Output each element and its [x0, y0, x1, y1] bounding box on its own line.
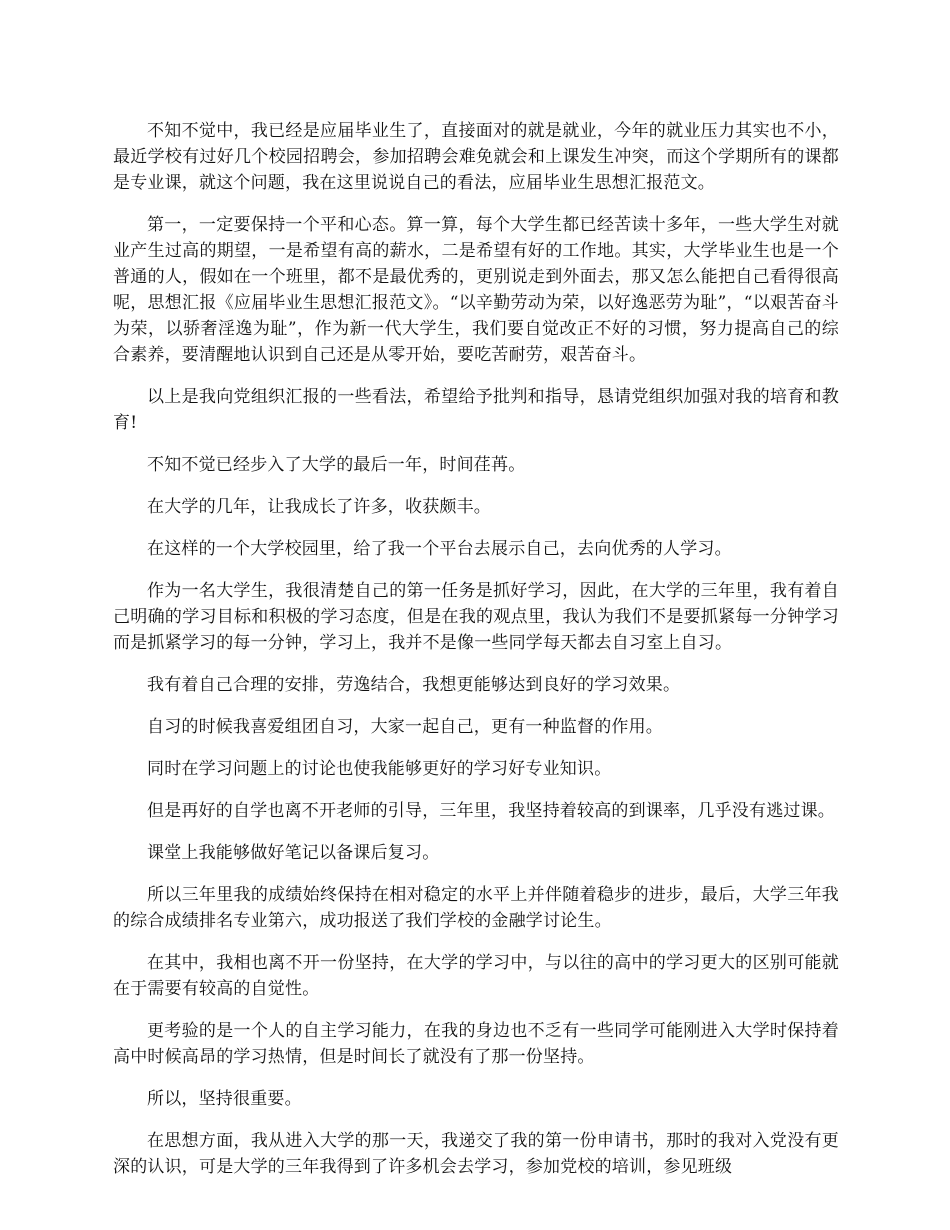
- document-page: [113, 118, 839, 1196]
- paragraph: 自习的时候我喜爱组团自习，大家一起自己，更有一种监督的作用。: [147, 717, 663, 737]
- paragraph: 在大学的几年，让我成长了许多，收获颇丰。: [147, 497, 491, 517]
- paragraph: 在其中，我相也离不开一份坚持，在大学的学习中，与以往的高中的学习更大的区别可能就在于需要有较高的自觉性。: [113, 953, 839, 999]
- paragraph: 以上是我向党组织汇报的一些看法，希望给予批判和指导，恳请党组织加强对我的培育和教育!: [113, 387, 839, 433]
- paragraph: 更考验的是一个人的自主学习能力，在我的身边也不乏有一些同学可能刚进入大学时保持着高中时候高昂的学习热情，但是时间长了就没有了那一份坚持。: [113, 1021, 839, 1067]
- paragraph: 课堂上我能够做好笔记以备课后复习。: [147, 843, 440, 863]
- paragraph: 但是再好的自学也离不开老师的引导，三年里，我坚持着较高的到课率，几乎没有逃过课。: [147, 801, 835, 821]
- paragraph: 不知不觉已经步入了大学的最后一年，时间荏苒。: [147, 455, 526, 475]
- paragraph: 不知不觉中，我已经是应届毕业生了，直接面对的就是就业，今年的就业压力其实也不小，最近学校有过好几个校园招聘会，参加招聘会难免就会和上课发生冲突，而这个学期所有的课都是专业课，就这个问题，我在这里说说自己的看法，应届毕业生思想汇报范文。: [113, 121, 839, 193]
- paragraph: 所以，坚持很重要。: [147, 1089, 302, 1109]
- paragraph: 在思想方面，我从进入大学的那一天，我递交了我的第一份申请书，那时的我对入党没有更深的认识，可是大学的三年我得到了许多机会去学习，参加党校的培训，参见班级: [113, 1131, 839, 1177]
- paragraph: 我有着自己合理的安排，劳逸结合，我想更能够达到良好的学习效果。: [147, 675, 681, 695]
- paragraph: 第一，一定要保持一个平和心态。算一算，每个大学生都已经苦读十多年，一些大学生对就业产生过高的期望，一是希望有高的薪水，二是希望有好的工作地。其实，大学毕业生也是一个普通的人，假如在一个班里，都不是最优秀的，更别说走到外面去，那又怎么能把自己看得很高呢，思想汇报《应届毕业生思想汇报范文》。“以辛勤劳动为荣，以好逸恶劳为耻”，“以艰苦奋斗为荣，以骄奢淫逸为耻”，作为新一代大学生，我们要自觉改正不好的习惯，努力提高自己的综合素养，要清醒地认识到自己还是从零开始，要吃苦耐劳，艰苦奋斗。: [113, 215, 839, 365]
- paragraph: 作为一名大学生，我很清楚自己的第一任务是抓好学习，因此，在大学的三年里，我有着自己明确的学习目标和积极的学习态度，但是在我的观点里，我认为我们不是要抓紧每一分钟学习而是抓紧学习的每一分钟，学习上，我并不是像一些同学每天都去自习室上自习。: [113, 581, 839, 653]
- paragraph: 同时在学习问题上的讨论也使我能够更好的学习好专业知识。: [147, 759, 612, 779]
- paragraph: 在这样的一个大学校园里，给了我一个平台去展示自己，去向优秀的人学习。: [147, 539, 732, 559]
- paragraph: 所以三年里我的成绩始终保持在相对稳定的水平上并伴随着稳步的进步，最后，大学三年我的综合成绩排名专业第六，成功报送了我们学校的金融学讨论生。: [113, 885, 839, 931]
